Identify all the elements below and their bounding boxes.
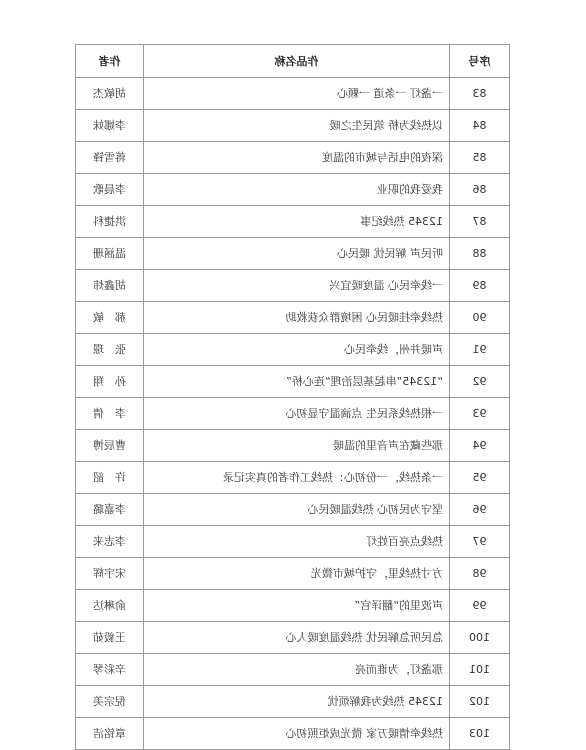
table-row (76, 238, 510, 270)
author-cell: 宋宇辉 (76, 558, 144, 590)
works-table (75, 44, 510, 750)
serial-number-cell: 89 (450, 270, 510, 302)
table-row (76, 494, 510, 526)
table-row (76, 78, 510, 110)
work-title-cell: 声暖并州，线牵民心 (144, 334, 450, 366)
serial-number-cell: 85 (450, 142, 510, 174)
work-title-cell: 热线点亮百姓灯 (144, 526, 450, 558)
table-row (76, 590, 510, 622)
work-title-cell: 那些藏在声音里的温暖 (144, 430, 450, 462)
table-row (76, 366, 510, 398)
table-row (76, 142, 510, 174)
work-title-cell: 深夜的电话与城市的温度 (144, 142, 450, 174)
work-title-cell: 以热线为桥 筑民生之暖 (144, 110, 450, 142)
table-row (76, 526, 510, 558)
author-cell: 辛彩琴 (76, 654, 144, 686)
serial-number-cell: 84 (450, 110, 510, 142)
serial-number-cell: 86 (450, 174, 510, 206)
author-cell: 王毅茹 (76, 622, 144, 654)
serial-number-cell: 100 (450, 622, 510, 654)
author-cell: 郝 敏 (76, 302, 144, 334)
work-title-cell: 我爱我的职业 (144, 174, 450, 206)
serial-number-cell: 96 (450, 494, 510, 526)
serial-number-cell: 98 (450, 558, 510, 590)
author-cell: 曹辰博 (76, 430, 144, 462)
table-row (76, 110, 510, 142)
serial-number-cell: 92 (450, 366, 510, 398)
author-cell: 许 韶 (76, 462, 144, 494)
serial-number-cell: 101 (450, 654, 510, 686)
author-cell: 俞琳达 (76, 590, 144, 622)
author-cell: 蒋雪锋 (76, 142, 144, 174)
table-row (76, 654, 510, 686)
table-row (76, 270, 510, 302)
header-row (76, 45, 510, 78)
work-title-cell: 一盏灯 一条道 一颗心 (144, 78, 450, 110)
author-cell: 李志来 (76, 526, 144, 558)
work-title-cell: 热线牵挂暖民心 困境群众获救助 (144, 302, 450, 334)
author-cell: 张 璟 (76, 334, 144, 366)
serial-number-cell: 102 (450, 686, 510, 718)
serial-number-cell: 97 (450, 526, 510, 558)
table-row (76, 718, 510, 750)
author-cell: 孙 翔 (76, 366, 144, 398)
table-row (76, 206, 510, 238)
table-row (76, 302, 510, 334)
work-title-cell: 12345 热线纪事 (144, 206, 450, 238)
work-title-cell: 那盏灯，为谁而亮 (144, 654, 450, 686)
serial-number-cell: 83 (450, 78, 510, 110)
work-title-cell: 急民所急解民忧 热线温度暖人心 (144, 622, 450, 654)
serial-number-cell: 99 (450, 590, 510, 622)
serial-number-cell: 93 (450, 398, 510, 430)
table-row (76, 622, 510, 654)
table-body (76, 78, 510, 750)
work-title-cell: “12345”串起基层治理“连心桥” (144, 366, 450, 398)
author-cell: 洪捷科 (76, 206, 144, 238)
table-row (76, 686, 510, 718)
work-title-cell: 一根热线系民生 点滴温守显初心 (144, 398, 450, 430)
header-author: 作者 (76, 45, 144, 78)
header-serial-number: 序号 (450, 45, 510, 78)
serial-number-cell: 90 (450, 302, 510, 334)
header-work-title: 作品名称 (144, 45, 450, 78)
author-cell: 李娜妹 (76, 110, 144, 142)
table-row (76, 558, 510, 590)
serial-number-cell: 103 (450, 718, 510, 750)
table-row (76, 174, 510, 206)
work-title-cell: 听民声 解民忧 暖民心 (144, 238, 450, 270)
serial-number-cell: 87 (450, 206, 510, 238)
serial-number-cell: 88 (450, 238, 510, 270)
work-title-cell: 热线牵情暖万家 微光成炬照初心 (144, 718, 450, 750)
author-cell: 章铭洁 (76, 718, 144, 750)
author-cell: 李 倩 (76, 398, 144, 430)
work-title-cell: 一线牵民心 温度暖宜兴 (144, 270, 450, 302)
author-cell: 李晨歌 (76, 174, 144, 206)
work-title-cell: 12345 热线为我解烦忧 (144, 686, 450, 718)
serial-number-cell: 95 (450, 462, 510, 494)
author-cell: 李嘉璐 (76, 494, 144, 526)
table-row (76, 462, 510, 494)
author-cell: 胡敏杰 (76, 78, 144, 110)
author-cell: 胡鑫炜 (76, 270, 144, 302)
work-title-cell: 声波里的“翻译官” (144, 590, 450, 622)
table-header (76, 45, 510, 78)
table-row (76, 398, 510, 430)
work-title-cell: 一条热线，一份初心：热线工作者的真实记录 (144, 462, 450, 494)
author-cell: 温涵珊 (76, 238, 144, 270)
author-cell: 倪宗美 (76, 686, 144, 718)
table-row (76, 430, 510, 462)
serial-number-cell: 94 (450, 430, 510, 462)
table-row (76, 334, 510, 366)
serial-number-cell: 91 (450, 334, 510, 366)
work-title-cell: 方寸热线里，守护城市微光 (144, 558, 450, 590)
work-title-cell: 坚守为民初心 热线温暖民心 (144, 494, 450, 526)
